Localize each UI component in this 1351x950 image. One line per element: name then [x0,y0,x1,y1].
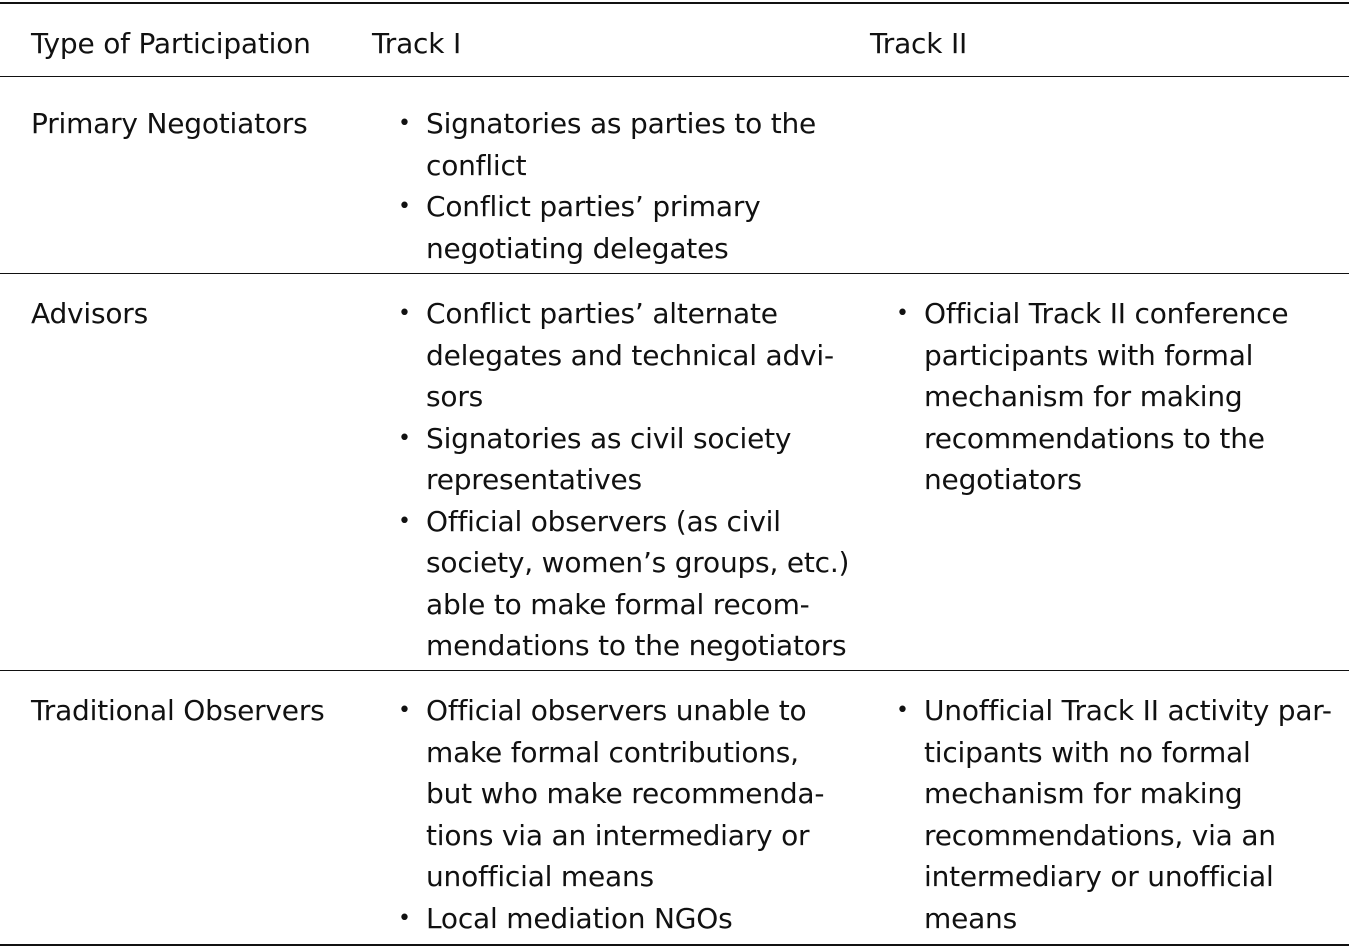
header-track-1: Track I [372,27,462,60]
header-type-of-participation: Type of Participation [31,27,311,60]
row-rule [0,273,1349,274]
list-item: • Official observers unable to make formal contributions, but who make recommenda- tions via an intermediary or unofficial means [398,690,838,898]
track1-cell [398,103,838,269]
track2-cell [896,690,1336,939]
list-item: • Local mediation NGOs [398,898,838,940]
row-rule [0,670,1349,671]
header-rule [0,76,1349,77]
table-top-rule [0,2,1349,4]
list-item: • Official Track II conference participants with formal mechanism for making recommendations to the negotiators [896,293,1336,501]
list-item: • Conflict parties’ alternate delegates and technical advi- sors [398,293,838,418]
list-item: • Conflict parties’ primary negotiating delegates [398,186,838,269]
list-item: • Signatories as civil society representatives [398,418,838,501]
track2-cell [896,293,1336,501]
row-type-label: Advisors [31,297,149,330]
list-item: • Official observers (as civil society, women’s groups, etc.) able to make formal recom- mendations to the negotiators [398,501,838,667]
table-bottom-rule [0,944,1349,946]
row-type-label: Primary Negotiators [31,107,308,140]
header-track-2: Track II [870,27,968,60]
track1-cell [398,293,850,667]
row-type-label: Traditional Observers [31,694,325,727]
track1-cell [398,690,838,939]
list-item: • Unofficial Track II activity par- ticipants with no formal mechanism for making recommendations, via an intermediary or unofficial means [896,690,1336,939]
list-item: • Signatories as parties to the conflict [398,103,838,186]
